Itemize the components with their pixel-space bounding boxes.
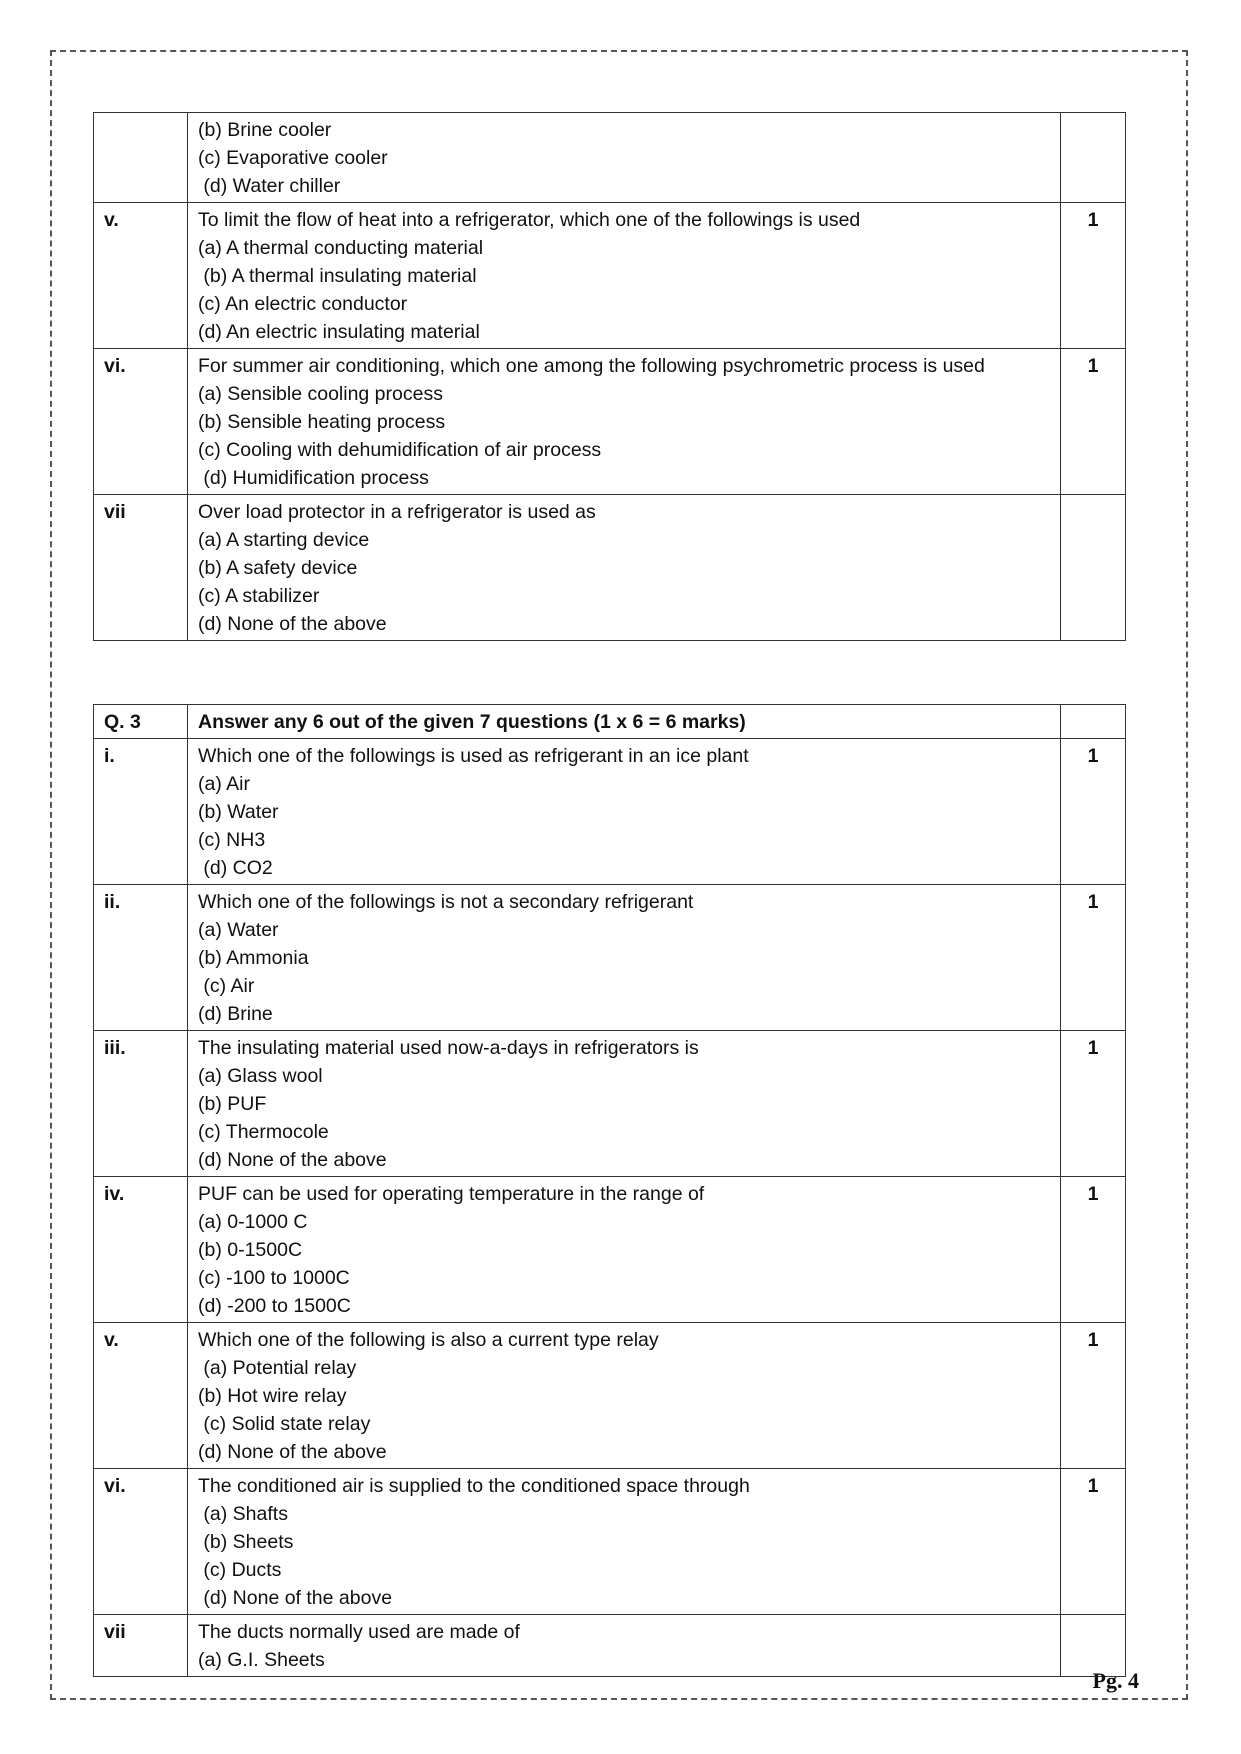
- marks-cell: 1: [1061, 885, 1126, 1031]
- option-line: (a) Potential relay: [198, 1357, 357, 1379]
- question-text: [188, 203, 1061, 349]
- option-line: (c) Ducts: [198, 1559, 282, 1581]
- option-line: (b) A safety device: [198, 557, 358, 579]
- question-stem: Which one of the following is also a current type relay: [198, 1329, 659, 1351]
- table-row: [94, 739, 1126, 885]
- question-number: vii: [94, 1615, 188, 1677]
- marks-cell: 1: [1061, 1177, 1126, 1323]
- option-line: (d) Humidification process: [198, 467, 429, 489]
- question-table-q3: [93, 704, 1126, 1677]
- question-stem: (b) Brine cooler: [198, 119, 332, 141]
- page-number: Pg. 4: [1092, 1668, 1139, 1693]
- option-line: (b) 0-1500C: [198, 1239, 303, 1261]
- option-line: (d) None of the above: [198, 1149, 387, 1171]
- option-line: (a) Shafts: [198, 1503, 288, 1525]
- question-text: [188, 1469, 1061, 1615]
- option-line: (c) Thermocole: [198, 1121, 329, 1143]
- question-text: [188, 739, 1061, 885]
- question-number: Q. 3: [94, 705, 188, 739]
- option-line: (a) 0-1000 C: [198, 1211, 308, 1233]
- question-number: iv.: [94, 1177, 188, 1323]
- section-instruction: Answer any 6 out of the given 7 questions (1 x 6 = 6 marks): [188, 705, 1061, 739]
- question-text: [188, 113, 1061, 203]
- option-line: (a) Sensible cooling process: [198, 383, 443, 405]
- marks-cell: 1: [1061, 349, 1126, 495]
- question-number: [94, 113, 188, 203]
- option-line: (b) Ammonia: [198, 947, 309, 969]
- option-line: (d) None of the above: [198, 1441, 387, 1463]
- option-line: (b) Hot wire relay: [198, 1385, 347, 1407]
- option-line: (d) CO2: [198, 857, 273, 879]
- marks-cell: 1: [1061, 203, 1126, 349]
- option-line: (c) A stabilizer: [198, 585, 320, 607]
- question-text: [188, 349, 1061, 495]
- option-line: (b) PUF: [198, 1093, 267, 1115]
- question-number: i.: [94, 739, 188, 885]
- marks-cell: [1061, 705, 1126, 739]
- question-stem: The ducts normally used are made of: [198, 1621, 520, 1643]
- table-row: [94, 203, 1126, 349]
- question-stem: For summer air conditioning, which one among the following psychrometric process is used: [198, 355, 985, 377]
- marks-cell: 1: [1061, 739, 1126, 885]
- table-row: [94, 1031, 1126, 1177]
- option-line: (c) NH3: [198, 829, 266, 851]
- question-stem: The insulating material used now-a-days in refrigerators is: [198, 1037, 699, 1059]
- question-number: v.: [94, 1323, 188, 1469]
- option-line: (a) A thermal conducting material: [198, 237, 484, 259]
- option-line: (d) -200 to 1500C: [198, 1295, 351, 1317]
- question-text: [188, 1177, 1061, 1323]
- option-line: (b) A thermal insulating material: [198, 265, 477, 287]
- question-number: vi.: [94, 1469, 188, 1615]
- option-line: (d) Brine: [198, 1003, 273, 1025]
- question-number: vii: [94, 495, 188, 641]
- question-stem: Over load protector in a refrigerator is used as: [198, 501, 596, 523]
- question-stem: Which one of the followings is not a secondary refrigerant: [198, 891, 694, 913]
- option-line: (b) Sheets: [198, 1531, 294, 1553]
- option-line: (a) A starting device: [198, 529, 370, 551]
- option-line: (a) Glass wool: [198, 1065, 323, 1087]
- option-line: (d) None of the above: [198, 1587, 393, 1609]
- option-line: (b) Water: [198, 801, 279, 823]
- question-number: ii.: [94, 885, 188, 1031]
- table-header-row: [94, 705, 1126, 739]
- table-row: [94, 885, 1126, 1031]
- table-row: [94, 1615, 1126, 1677]
- option-line: (c) An electric conductor: [198, 293, 408, 315]
- table-row: [94, 349, 1126, 495]
- question-number: vi.: [94, 349, 188, 495]
- marks-cell: 1: [1061, 1323, 1126, 1469]
- option-line: (d) An electric insulating material: [198, 321, 480, 343]
- question-text: [188, 885, 1061, 1031]
- question-number: v.: [94, 203, 188, 349]
- question-number: iii.: [94, 1031, 188, 1177]
- option-line: (c) Solid state relay: [198, 1413, 371, 1435]
- option-line: (a) G.I. Sheets: [198, 1649, 325, 1671]
- option-line: (a) Water: [198, 919, 279, 941]
- marks-cell: [1061, 495, 1126, 641]
- option-line: (c) Evaporative cooler: [198, 147, 388, 169]
- question-text: [188, 1323, 1061, 1469]
- question-stem: To limit the flow of heat into a refrigerator, which one of the followings is used: [198, 209, 861, 231]
- option-line: (c) Cooling with dehumidification of air process: [198, 439, 602, 461]
- table-row: [94, 1323, 1126, 1469]
- option-line: (b) Sensible heating process: [198, 411, 446, 433]
- option-line: (a) Air: [198, 773, 251, 795]
- question-text: [188, 1615, 1061, 1677]
- marks-cell: 1: [1061, 1031, 1126, 1177]
- question-text: [188, 495, 1061, 641]
- question-stem: PUF can be used for operating temperature in the range of: [198, 1183, 705, 1205]
- marks-cell: [1061, 113, 1126, 203]
- option-line: (d) Water chiller: [198, 175, 341, 197]
- question-table-continued: [93, 112, 1126, 641]
- table-row: [94, 495, 1126, 641]
- table-row: [94, 1469, 1126, 1615]
- question-text: [188, 1031, 1061, 1177]
- table-row: [94, 1177, 1126, 1323]
- table-row: [94, 113, 1126, 203]
- option-line: (d) None of the above: [198, 613, 387, 635]
- option-line: (c) -100 to 1000C: [198, 1267, 350, 1289]
- question-stem: The conditioned air is supplied to the conditioned space through: [198, 1475, 750, 1497]
- marks-cell: 1: [1061, 1469, 1126, 1615]
- question-stem: Which one of the followings is used as refrigerant in an ice plant: [198, 745, 749, 767]
- option-line: (c) Air: [198, 975, 255, 997]
